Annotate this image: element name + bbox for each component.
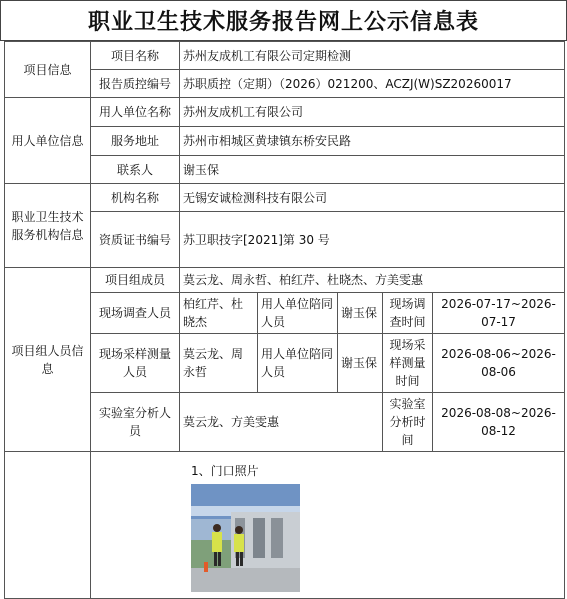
lab-time-label: 实验室分析时间	[383, 393, 433, 452]
survey-accompany-value: 谢玉保	[338, 293, 383, 334]
agency-name-label: 机构名称	[91, 184, 180, 212]
sampling-time-label: 现场采样测量时间	[383, 334, 433, 393]
lab-staff-label: 实验室分析人员	[91, 393, 180, 452]
info-table	[4, 41, 565, 599]
agency-info-section: 职业卫生技术服务机构信息	[5, 184, 91, 268]
report-no-label: 报告质控编号	[91, 70, 180, 98]
survey-staff-label: 现场调查人员	[91, 293, 180, 334]
project-name-label: 项目名称	[91, 42, 180, 70]
report-no-value: 苏职质控（定期）（2026）021200、ACZJ(W)SZ20260017	[180, 70, 565, 98]
sampling-accompany-value: 谢玉保	[338, 334, 383, 393]
service-address-value: 苏州市相城区黄埭镇东桥安民路	[180, 127, 565, 156]
service-address-label: 服务地址	[91, 127, 180, 156]
photo-section-blank	[5, 452, 91, 599]
team-info-section: 项目组人员信息	[5, 268, 91, 452]
project-info-section: 项目信息	[5, 42, 91, 98]
survey-staff-value: 柏红芹、杜晓杰	[180, 293, 258, 334]
survey-accompany-label: 用人单位陪同人员	[258, 293, 338, 334]
employer-name-value: 苏州友成机工有限公司	[180, 98, 565, 127]
cert-label: 资质证书编号	[91, 212, 180, 268]
page-title: 职业卫生技术服务报告网上公示信息表	[0, 0, 567, 41]
lab-time-value: 2026-08-08~2026-08-12	[433, 393, 565, 452]
survey-time-label: 现场调查时间	[383, 293, 433, 334]
photo-caption: 1、门口照片	[191, 464, 259, 478]
agency-name-value: 无锡安诚检测科技有限公司	[180, 184, 565, 212]
photo-row	[5, 452, 565, 599]
sampling-accompany-label: 用人单位陪同人员	[258, 334, 338, 393]
entrance-photo	[191, 484, 300, 592]
sampling-time-value: 2026-08-06~2026-08-06	[433, 334, 565, 393]
employer-name-label: 用人单位名称	[91, 98, 180, 127]
project-name-value: 苏州友成机工有限公司定期检测	[180, 42, 565, 70]
project-name-row	[5, 42, 565, 70]
team-members-row	[5, 268, 565, 293]
employer-info-section: 用人单位信息	[5, 98, 91, 184]
sampling-staff-label: 现场采样测量人员	[91, 334, 180, 393]
cert-value: 苏卫职技字[2021]第 30 号	[180, 212, 565, 268]
team-members-value: 莫云龙、周永哲、柏红芹、杜晓杰、方美雯惠	[180, 268, 565, 293]
lab-staff-value: 莫云龙、方美雯惠	[180, 393, 383, 452]
agency-name-row	[5, 184, 565, 212]
contact-label: 联系人	[91, 156, 180, 184]
contact-value: 谢玉保	[180, 156, 565, 184]
team-members-label: 项目组成员	[91, 268, 180, 293]
sampling-staff-value: 莫云龙、周永哲	[180, 334, 258, 393]
survey-time-value: 2026-07-17~2026-07-17	[433, 293, 565, 334]
photo-cell	[91, 452, 565, 599]
employer-name-row	[5, 98, 565, 127]
